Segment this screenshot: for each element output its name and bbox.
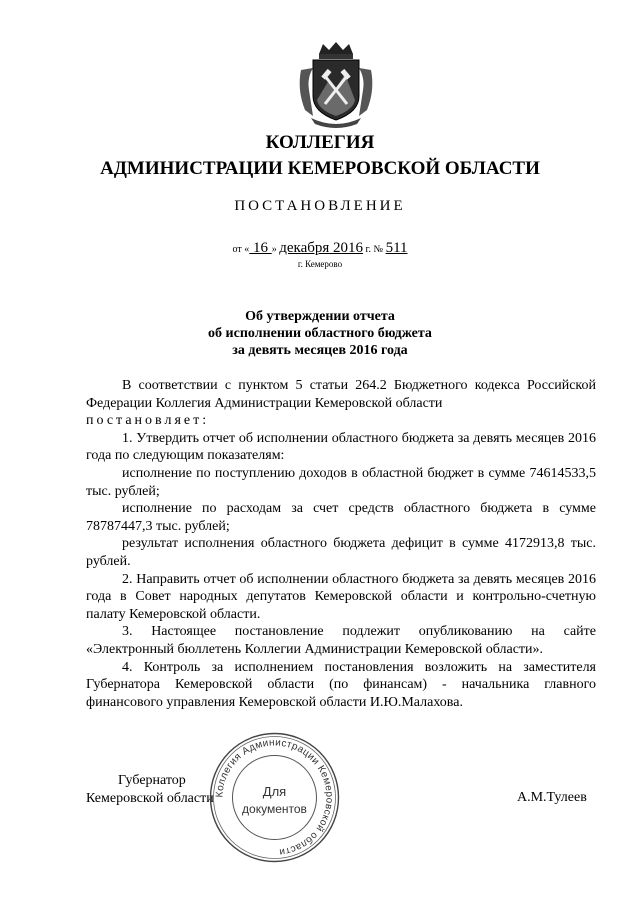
stamp-center-line1: Для xyxy=(262,784,287,799)
paragraph-2: 2. Направить отчет об исполнении областного бюджета за девять месяцев 2016 года в Совет народных депутатов Кемеровской области и контрольно-счетную палату Кемеровской области. xyxy=(86,571,596,622)
number-label: № xyxy=(373,244,386,255)
paragraph-1c: результат исполнения областного бюджета дефицит в сумме 4172913,8 тыс. рублей. xyxy=(86,536,596,569)
signature-title-line1: Губернатор xyxy=(118,773,186,788)
date-year-abbr: г. xyxy=(363,244,374,255)
signer-name: А.М.Тулеев xyxy=(517,790,587,805)
subject-line2: об исполнении областного бюджета xyxy=(208,326,432,341)
intro-paragraph: В соответствии с пунктом 5 статьи 264.2 Бюджетного кодекса Российской Федерации Коллегия Администрации Кемеровской области xyxy=(86,378,596,411)
decree-heading: ПОСТАНОВЛЕНИЕ xyxy=(234,198,406,214)
signature-title-line2: Кемеровской области xyxy=(86,791,214,806)
decree-body xyxy=(86,377,596,711)
date-day-close: » xyxy=(271,244,280,255)
paragraph-1b: исполнение по расходам за счет средств областного бюджета в сумме 78787447,3 тыс. рублей; xyxy=(86,501,596,534)
date-prefix: от « xyxy=(232,244,250,255)
header-title-line1: КОЛЛЕГИЯ xyxy=(265,132,375,153)
subject-line3: за девять месяцев 2016 года xyxy=(232,343,408,358)
paragraph-1: 1. Утвердить отчет об исполнении областного бюджета за девять месяцев 2016 года по следующим показателям: xyxy=(86,430,596,464)
decree-number: 511 xyxy=(385,240,408,256)
stamp-ring-text: Коллегия Администрации Кемеровской области xyxy=(214,737,335,858)
coat-of-arms-icon xyxy=(295,40,377,128)
stamp-center-line2: документов xyxy=(242,802,307,816)
date-line xyxy=(0,240,640,257)
official-stamp xyxy=(207,730,342,865)
paragraph-1a: исполнение по поступлению доходов в областной бюджет в сумме 74614533,5 тыс. рублей; xyxy=(86,465,596,499)
date-month-year: декабря 2016 xyxy=(279,240,364,256)
city: г. Кемерово xyxy=(297,259,343,269)
paragraph-3: 3. Настоящее постановление подлежит опубликованию на сайте «Электронный бюллетень Коллегии Администрации Кемеровской области». xyxy=(86,624,596,657)
header-title-line2: АДМИНИСТРАЦИИ КЕМЕРОВСКОЙ ОБЛАСТИ xyxy=(100,158,540,179)
resolves-word: постановляет: xyxy=(86,413,210,429)
paragraph-4: 4. Контроль за исполнением постановления возложить на заместителя Губернатора Кемеровской области (по финансам) - начальника главного финансового управления Кемеровской области И.Ю.Малахова. xyxy=(86,659,596,710)
subject-line1: Об утверждении отчета xyxy=(245,309,395,324)
signature-title xyxy=(86,772,214,808)
decree-subject xyxy=(0,308,640,359)
date-day: 16 xyxy=(249,240,272,256)
